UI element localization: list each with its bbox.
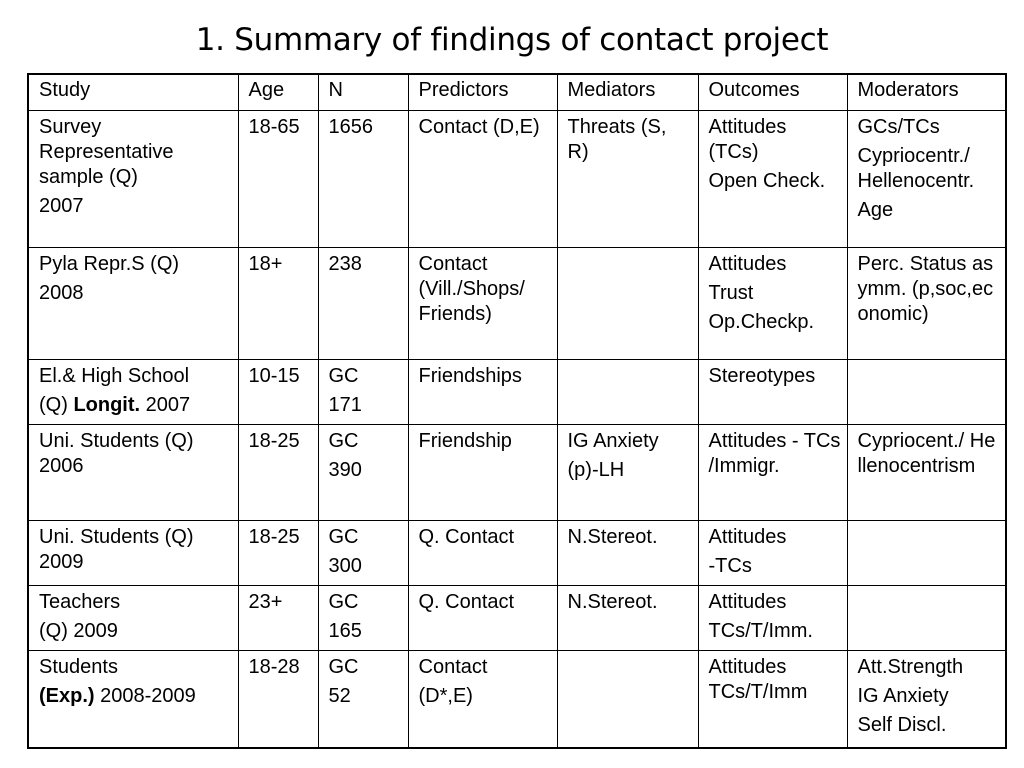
predictors-text: Friendship — [418, 430, 512, 452]
study-year: 2007 — [140, 394, 191, 416]
n-text: 1656 — [328, 116, 373, 138]
study-cell — [28, 586, 238, 651]
column-header-outcomes: Outcomes — [698, 74, 847, 111]
predictors-text: Contact — [418, 656, 488, 678]
column-header-predictors: Predictors — [408, 74, 557, 111]
n-group: GC — [328, 591, 359, 613]
column-header-n: N — [318, 74, 408, 111]
age-text: 18-25 — [248, 430, 300, 452]
outcomes-text: Attitudes — [708, 253, 787, 275]
predictors-cell — [408, 111, 557, 248]
age-cell — [238, 248, 318, 360]
moderators-text: Att.Strength — [857, 656, 964, 678]
outcomes-text: Attitudes TCs/T/Imm — [708, 656, 808, 703]
age-cell — [238, 586, 318, 651]
mediators-cell — [557, 111, 698, 248]
column-header-moderators: Moderators — [847, 74, 1006, 111]
moderators-text: Age — [857, 199, 894, 221]
study-text: Uni. Students (Q) 2006 — [39, 430, 194, 477]
table-row — [28, 360, 1006, 425]
n-cell — [318, 360, 408, 425]
moderators-text: Cypriocentr./ Hellenocentr. — [857, 145, 975, 192]
age-cell — [238, 425, 318, 521]
n-cell — [318, 425, 408, 521]
predictors-text: Contact (D,E) — [418, 116, 540, 138]
moderators-cell — [847, 521, 1006, 586]
study-design-emphasis: Longit. — [73, 394, 141, 416]
study-year: 2007 — [39, 195, 84, 217]
outcomes-cell — [698, 248, 847, 360]
n-text: 300 — [328, 555, 362, 577]
moderators-text: IG Anxiety — [857, 685, 949, 707]
table-row — [28, 586, 1006, 651]
mediators-text: IG Anxiety — [567, 430, 659, 452]
age-cell — [238, 111, 318, 248]
study-year: 2008-2009 — [94, 685, 196, 707]
mediators-cell — [557, 651, 698, 748]
moderators-text: Self Discl. — [857, 714, 947, 736]
column-header-mediators: Mediators — [557, 74, 698, 111]
mediators-cell — [557, 586, 698, 651]
n-group: GC — [328, 430, 359, 452]
study-cell — [28, 111, 238, 248]
predictors-text: Contact (Vill./Shops/ Friends) — [418, 253, 525, 325]
outcomes-cell — [698, 586, 847, 651]
outcomes-text: Open Check. — [708, 170, 826, 192]
study-cell — [28, 360, 238, 425]
n-group: GC — [328, 526, 359, 548]
column-header-study: Study — [28, 74, 238, 111]
column-header-age: Age — [238, 74, 318, 111]
n-cell — [318, 521, 408, 586]
moderators-text: Cypriocent./ Hellenocentrism — [857, 430, 996, 477]
table-header-row — [28, 74, 1006, 111]
predictors-cell — [408, 425, 557, 521]
predictors-cell — [408, 586, 557, 651]
n-text: 390 — [328, 459, 362, 481]
predictors-cell — [408, 521, 557, 586]
study-cell — [28, 425, 238, 521]
outcomes-text: Attitudes (TCs) — [708, 116, 787, 163]
age-text: 18-65 — [248, 116, 300, 138]
n-cell — [318, 651, 408, 748]
study-cell — [28, 651, 238, 748]
predictors-text: Q. Contact — [418, 526, 515, 548]
outcomes-text: Op.Checkp. — [708, 311, 815, 333]
n-text: 238 — [328, 253, 362, 275]
study-text: Uni. Students (Q) 2009 — [39, 526, 194, 573]
table-row — [28, 651, 1006, 748]
age-text: 18+ — [248, 253, 283, 275]
slide-title: 1. Summary of findings of contact project — [195, 22, 829, 58]
mediators-text: N.Stereot. — [567, 591, 658, 613]
mediators-cell — [557, 425, 698, 521]
table-row — [28, 248, 1006, 360]
outcomes-cell — [698, 521, 847, 586]
moderators-cell — [847, 586, 1006, 651]
moderators-cell — [847, 360, 1006, 425]
predictors-text: Q. Contact — [418, 591, 515, 613]
mediators-cell — [557, 360, 698, 425]
study-design-emphasis: (Exp.) — [39, 685, 95, 707]
n-group: GC — [328, 656, 359, 678]
age-cell — [238, 521, 318, 586]
age-text: 10-15 — [248, 365, 300, 387]
age-text: 23+ — [248, 591, 283, 613]
table-row — [28, 425, 1006, 521]
findings-table — [27, 73, 1007, 749]
outcomes-cell — [698, 111, 847, 248]
study-year: (Q) 2009 — [39, 620, 118, 642]
age-cell — [238, 651, 318, 748]
age-cell — [238, 360, 318, 425]
predictors-cell — [408, 248, 557, 360]
study-text: Students — [39, 656, 118, 678]
outcomes-text: -TCs — [708, 555, 752, 577]
predictors-cell — [408, 651, 557, 748]
n-group: GC — [328, 365, 359, 387]
outcomes-text: Stereotypes — [708, 365, 816, 387]
n-text: 171 — [328, 394, 362, 416]
study-method: (Q) — [39, 394, 74, 416]
study-text: Pyla Repr.S (Q) — [39, 253, 180, 275]
mediators-text: Threats (S, R) — [567, 116, 667, 163]
table-row — [28, 521, 1006, 586]
moderators-cell — [847, 111, 1006, 248]
outcomes-text: Attitudes — [708, 526, 787, 548]
study-text: Teachers — [39, 591, 121, 613]
predictors-text: (D*,E) — [418, 685, 473, 707]
moderators-text: Perc. Status asymm. (p,soc,economic) — [857, 253, 994, 325]
study-text: El.& High School — [39, 365, 190, 387]
age-text: 18-25 — [248, 526, 300, 548]
moderators-cell — [847, 425, 1006, 521]
outcomes-text: Attitudes - TCs /Immigr. — [708, 430, 841, 477]
study-cell — [28, 248, 238, 360]
outcomes-text: Attitudes — [708, 591, 787, 613]
n-cell — [318, 248, 408, 360]
moderators-text: GCs/TCs — [857, 116, 940, 138]
n-text: 52 — [328, 685, 351, 707]
outcomes-text: Trust — [708, 282, 754, 304]
outcomes-cell — [698, 425, 847, 521]
n-cell — [318, 586, 408, 651]
study-design — [39, 393, 232, 418]
outcomes-text: TCs/T/Imm. — [708, 620, 813, 642]
predictors-text: Friendships — [418, 365, 522, 387]
mediators-text: (p)-LH — [567, 459, 625, 481]
predictors-cell — [408, 360, 557, 425]
study-design — [39, 684, 232, 709]
study-text: Survey Representative sample (Q) — [39, 116, 174, 188]
table-row — [28, 111, 1006, 248]
mediators-text: N.Stereot. — [567, 526, 658, 548]
study-cell — [28, 521, 238, 586]
study-year: 2008 — [39, 282, 84, 304]
moderators-cell — [847, 651, 1006, 748]
n-text: 165 — [328, 620, 362, 642]
moderators-cell — [847, 248, 1006, 360]
age-text: 18-28 — [248, 656, 300, 678]
mediators-cell — [557, 248, 698, 360]
n-cell — [318, 111, 408, 248]
mediators-cell — [557, 521, 698, 586]
outcomes-cell — [698, 360, 847, 425]
outcomes-cell — [698, 651, 847, 748]
